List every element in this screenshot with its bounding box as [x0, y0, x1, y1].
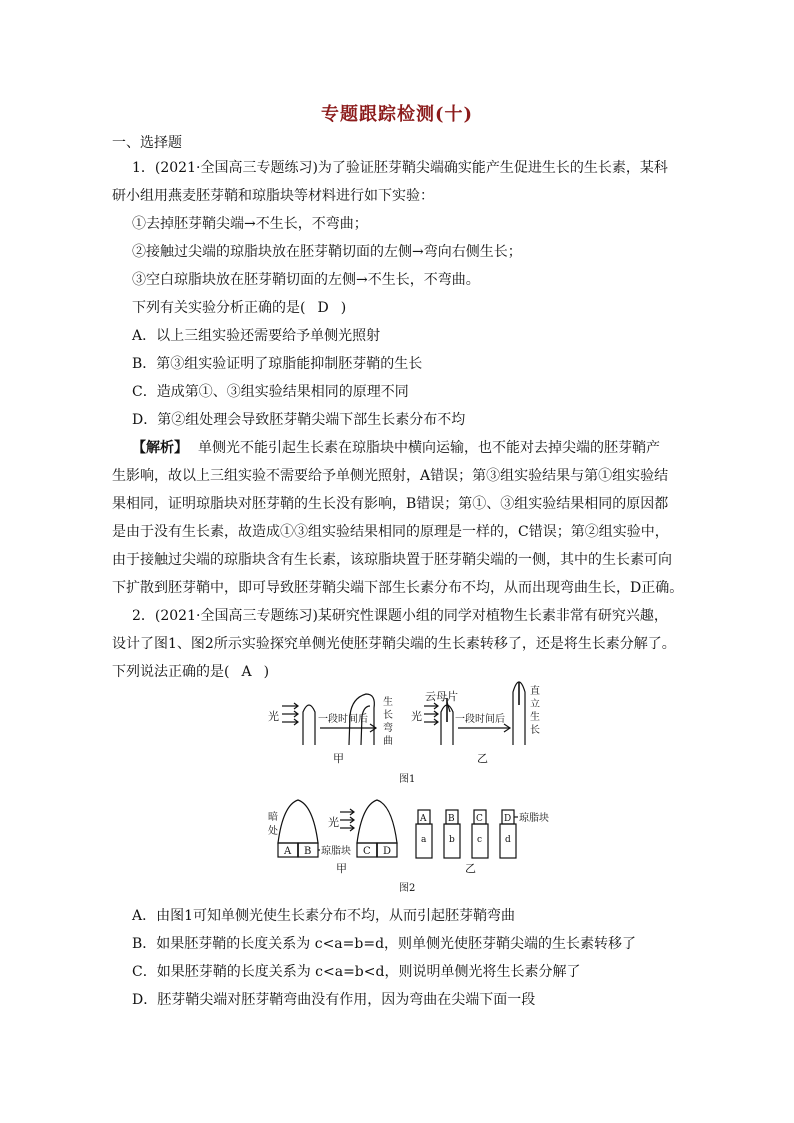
fig1-mica-label: 云母片 [425, 690, 458, 703]
q1-analysis-line-5: 由于接触过尖端的琼脂块含有生长素，该琼脂块置于胚芽鞘尖端的一侧，其中的生长素可向 [112, 552, 672, 568]
figure-1 [268, 682, 540, 785]
svg-text:立: 立 [530, 699, 540, 710]
fig1-result-2: 直 [530, 686, 540, 697]
fig2-caption: 图2 [399, 883, 416, 894]
q1-question-text: 下列有关实验分析正确的是( [132, 300, 306, 316]
q2-option-b: B．如果胚芽鞘的长度关系为 c<a=b=d，则单侧光使胚芽鞘尖端的生长素转移了 [132, 936, 637, 952]
q1-stem-line-1: 1．(2021·全国高三专题练习)为了验证胚芽鞘尖端确实能产生促进生长的生长素，某科 [132, 160, 668, 176]
q1-analysis-line-2: 生影响，故以上三组实验不需要给予单侧光照射，A错误；第③组实验结果与第①组实验结 [112, 468, 669, 484]
section-heading: 一、选择题 [112, 135, 182, 151]
fig2-stem-d [500, 810, 516, 858]
q1-option-c: C．造成第①、③组实验结果相同的原理不同 [132, 384, 409, 400]
fig2-light-label: 光 [328, 816, 339, 829]
fig2-stem-c [472, 810, 488, 858]
fig2-stem-a [416, 810, 432, 858]
svg-text:处: 处 [268, 826, 278, 837]
q1-experiment-3: ③空白琼脂块放在胚芽鞘切面的左侧→不生长，不弯曲。 [132, 272, 480, 288]
q1-analysis-line-6: 下扩散到胚芽鞘中，即可导致胚芽鞘尖端下部生长素分布不均，从而出现弯曲生长，D正确。 [112, 580, 684, 596]
q2-stem-line-1: 2．(2021·全国高三专题练习)某研究性课题小组的同学对植物生长素非常有研究兴趣， [132, 608, 668, 624]
fig2-stem-b [444, 810, 460, 858]
q2-answer: A [241, 664, 252, 680]
block-b-label: B [304, 846, 312, 857]
svg-text:D: D [504, 814, 512, 824]
svg-text:c: c [477, 835, 483, 845]
fig1-light-label: 光 [268, 710, 279, 723]
block-d-label: D [383, 846, 392, 857]
q1-answer: D [317, 300, 329, 316]
analysis-tag: 【解析】 [132, 440, 188, 456]
svg-text:A: A [420, 814, 427, 824]
fig2-dark-label: 暗 [268, 812, 278, 823]
q1-option-b: B．第③组实验证明了琼脂能抑制胚芽鞘的生长 [132, 356, 423, 372]
fig1-caption: 图1 [399, 774, 416, 785]
svg-text:B: B [448, 814, 455, 824]
figure-2 [268, 800, 549, 894]
fig1-light-label-2: 光 [411, 710, 422, 723]
q1-analysis-line-3: 果相同，证明琼脂块对胚芽鞘的生长没有影响，B错误；第①、③组实验结果相同的原因都 [112, 496, 669, 512]
q2-question-text: 下列说法正确的是( [112, 664, 230, 680]
fig1-arrow-label: 一段时间后 [318, 714, 368, 725]
svg-text:C: C [476, 814, 483, 824]
q1-option-a: A．以上三组实验还需要给予单侧光照射 [132, 328, 381, 344]
q2-option-a: A．由图1可知单侧光使生长素分布不均，从而引起胚芽鞘弯曲 [132, 908, 516, 924]
fig2-agar-label-2: 琼脂块 [519, 813, 549, 824]
svg-text:弯: 弯 [383, 723, 393, 734]
coleoptile-dark [278, 800, 318, 843]
page-title: 专题跟踪检测(十) [320, 104, 474, 125]
fig1-label-jia: 甲 [333, 752, 344, 765]
block-a-label: A [284, 846, 292, 857]
fig1-result-1: 生 [383, 697, 393, 708]
fig1-arrow-label-2: 一段时间后 [455, 714, 505, 725]
coleoptile [303, 705, 315, 745]
q2-question-close: ) [263, 664, 270, 680]
q2-option-d: D．胚芽鞘尖端对胚芽鞘弯曲没有作用，因为弯曲在尖端下面一段 [132, 992, 536, 1008]
svg-text:曲: 曲 [383, 736, 393, 747]
svg-text:b: b [449, 835, 455, 845]
q1-stem-line-2: 研小组用燕麦胚芽鞘和琼脂块等材料进行如下实验： [112, 188, 434, 204]
block-c-label: C [363, 846, 371, 857]
svg-text:d: d [505, 835, 511, 845]
q2-option-c: C．如果胚芽鞘的长度关系为 c<a=b<d，则说明单侧光将生长素分解了 [132, 964, 581, 980]
svg-text:长: 长 [383, 710, 393, 721]
analysis-text: 单侧光不能引起生长素在琼脂块中横向运输，也不能对去掉尖端的胚芽鞘产 [198, 440, 660, 456]
q2-stem-line-2: 设计了图1、图2所示实验探究单侧光使胚芽鞘尖端的生长素转移了，还是将生长素分解了。 [112, 636, 676, 652]
fig1-label-yi: 乙 [477, 752, 488, 765]
q1-option-d: D．第②组处理会导致胚芽鞘尖端下部生长素分布不均 [132, 412, 466, 428]
fig2-agar-label: 琼脂块 [321, 846, 351, 857]
q1-experiment-1: ①去掉胚芽鞘尖端→不生长，不弯曲； [132, 216, 368, 232]
svg-text:长: 长 [530, 725, 540, 736]
q1-question-close: ) [340, 300, 347, 316]
coleoptile-light [357, 800, 397, 843]
q1-analysis-line-4: 是由于没有生长素，故造成①③组实验结果相同的原理是一样的，C错误；第②组实验中， [112, 524, 669, 540]
svg-text:生: 生 [530, 712, 540, 723]
q1-experiment-2: ②接触过尖端的琼脂块放在胚芽鞘切面的左侧→弯向右侧生长； [132, 244, 522, 260]
fig2-label-jia: 甲 [336, 862, 347, 875]
fig2-label-yi: 乙 [465, 862, 476, 875]
svg-text:a: a [421, 835, 427, 845]
